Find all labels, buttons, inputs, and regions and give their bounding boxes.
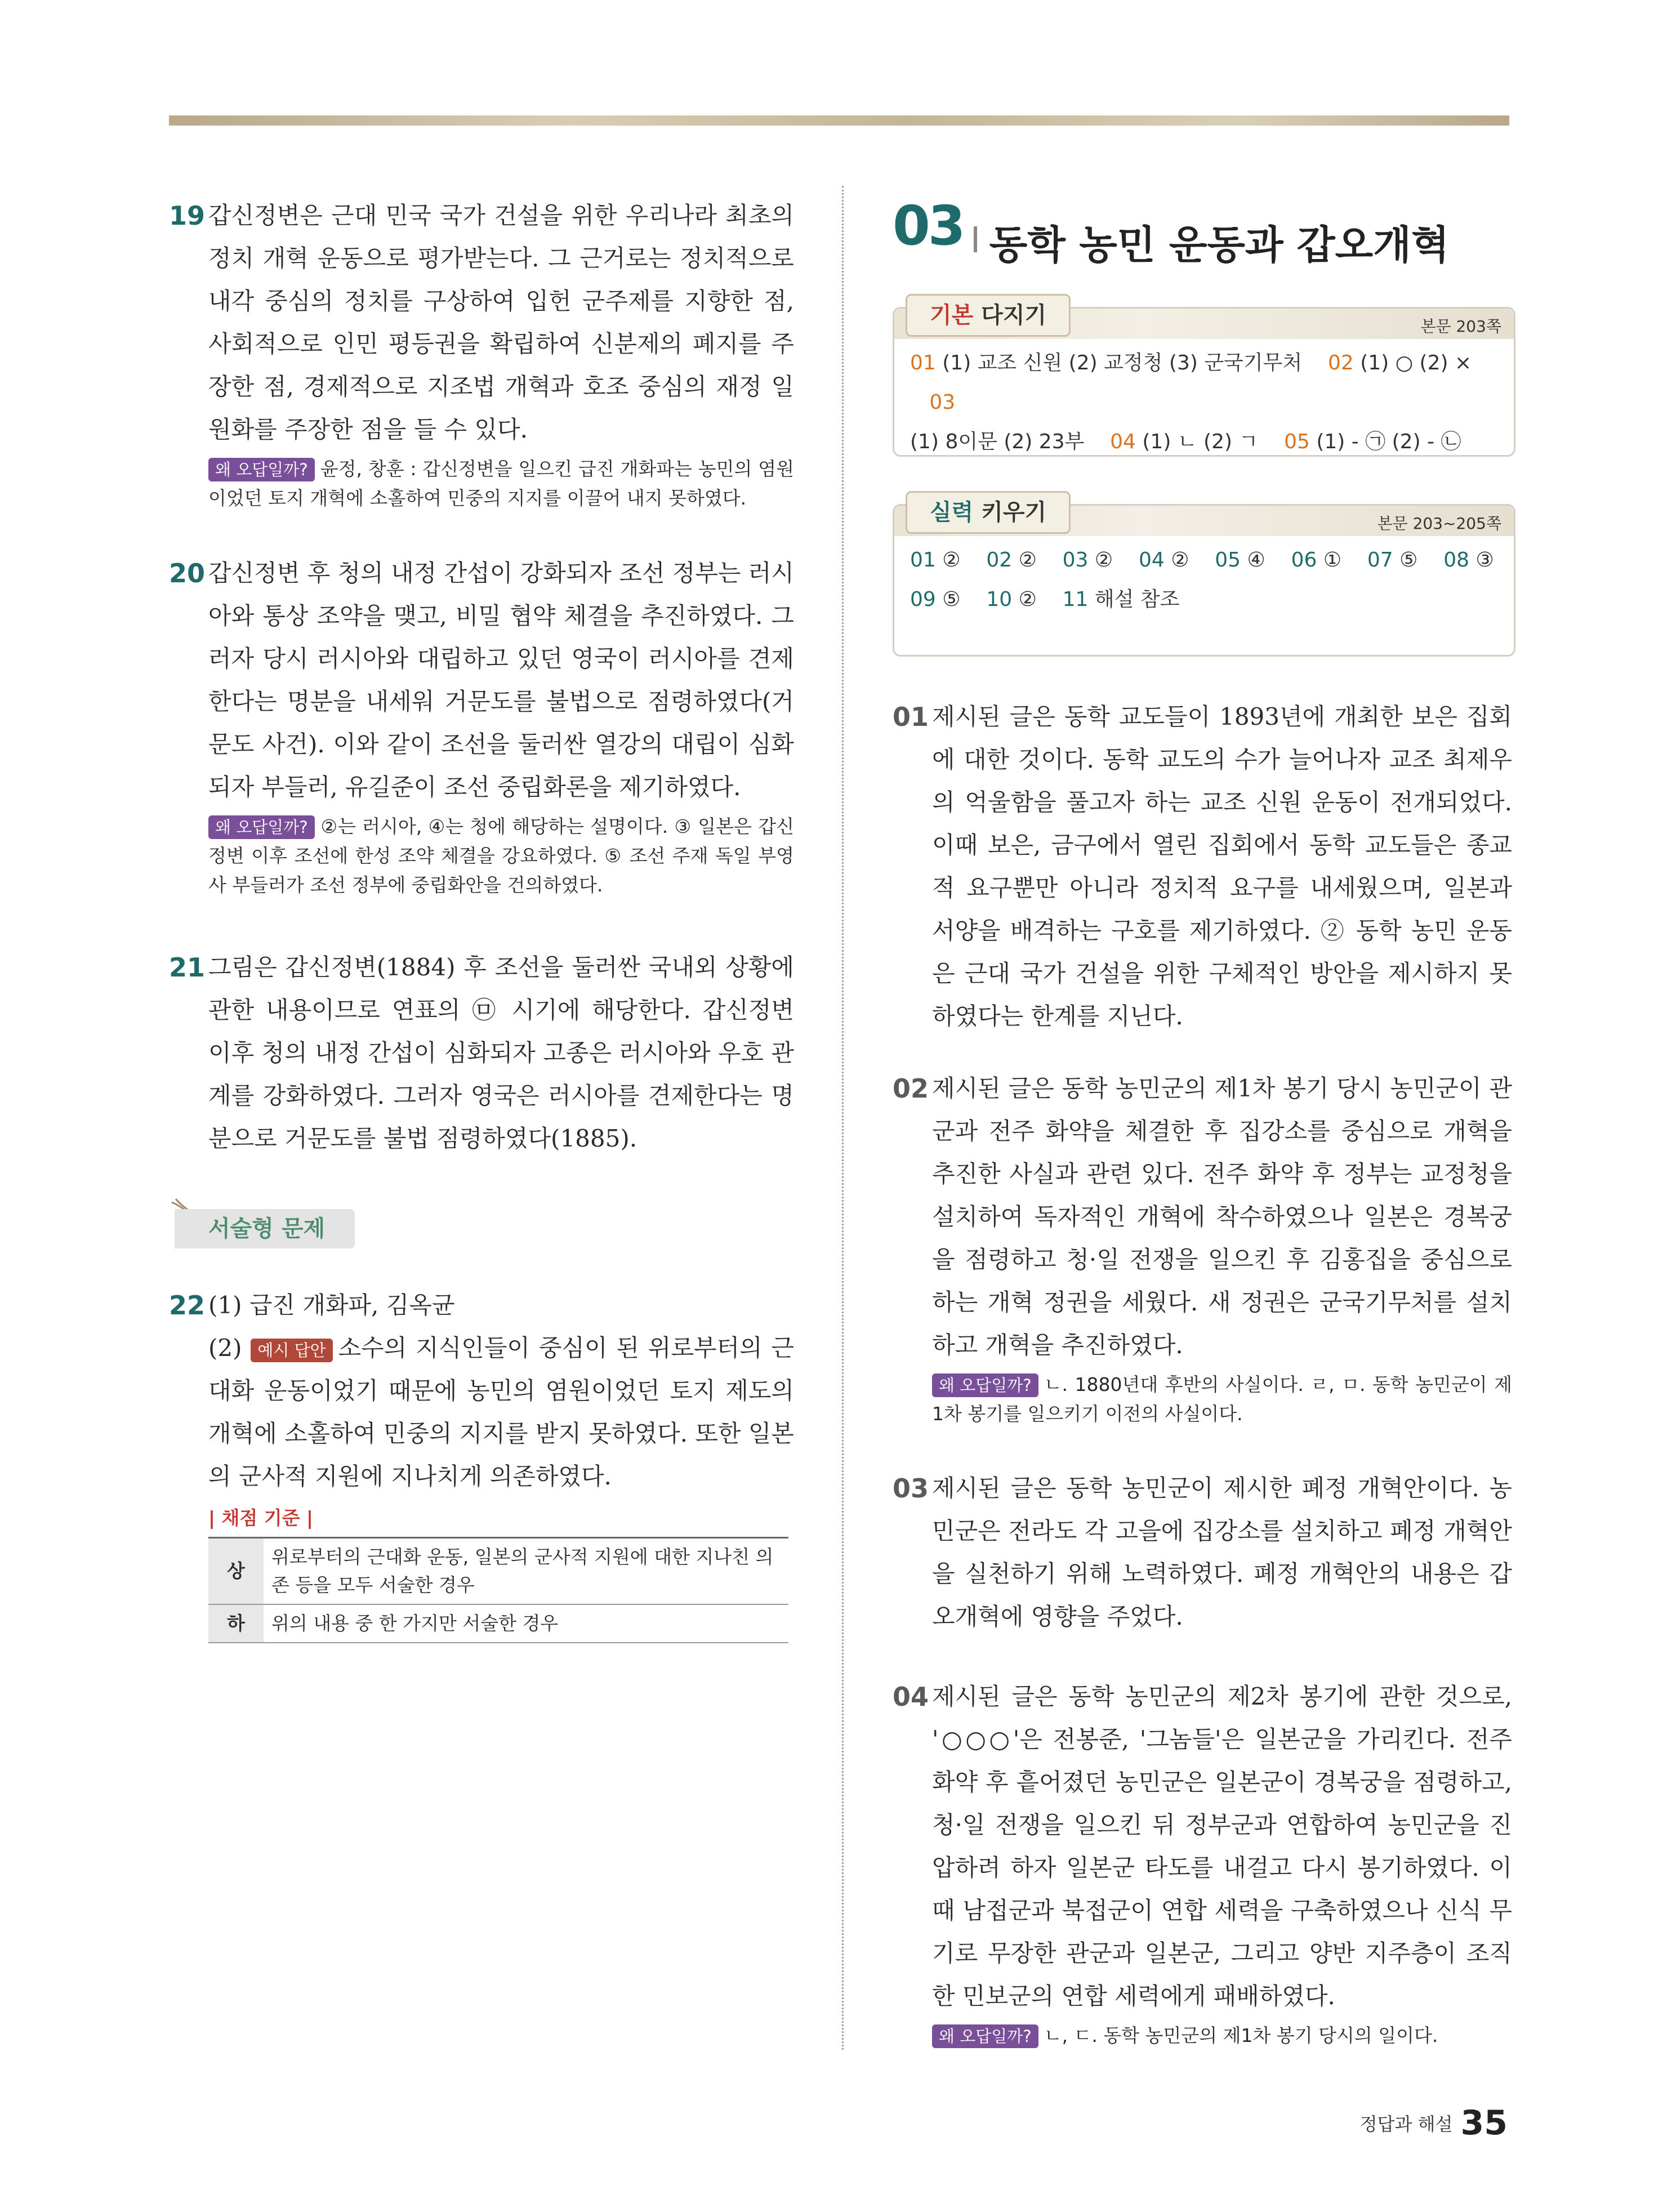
tab-highlight: 기본 (930, 302, 974, 328)
why-wrong-badge: 왜 오답일까? (932, 1373, 1038, 1397)
why-wrong-note (932, 1370, 1512, 1429)
item-answer: ② (935, 548, 961, 572)
answer-text: 제시된 글은 동학 농민군의 제1차 봉기 당시 농민군이 관군과 전주 화약을 체결한 후 집강소를 중심으로 개혁을 추진한 사실과 관련 있다. 전주 화약 후 정부는 교정청을 설치하여 독자적인 개혁에 착수하였으나 일본은 경복궁을 점령하고 청·일 전쟁을 일으킨 후 김홍집을 중심으로 하는 개혁 정권을 세웠다. 새 정권은 군국기무처를 설치하고 개혁을 추진하였다. (932, 1074, 1512, 1359)
grade-cell: 상 (208, 1538, 264, 1605)
why-wrong-text: ②는 러시아, ④는 청에 해당하는 설명이다. ③ 일본은 갑신정변 이후 조선에 한성 조약 체결을 강요하였다. ⑤ 조선 주재 독일 부영사 부들러가 조선 정부에 중립화안을 건의하였다. (208, 815, 794, 896)
scoring-criteria (208, 1504, 794, 1643)
top-decorative-bar (169, 115, 1509, 126)
answer-number: 04 (893, 1682, 929, 1712)
box-header (894, 302, 1514, 339)
question-number: 20 (169, 558, 206, 588)
answer-text: 그림은 갑신정변(1884) 후 조선을 둘러싼 국내외 상황에 관한 내용이므로 연표의 ㉤ 시기에 해당한다. 갑신정변 이후 청의 내정 간섭이 심화되자 고종은 러시아와 우호 관계를 강화하였다. 그러자 영국은 러시아를 견제한다는 명분으로 거문도를 불법 점령하였다(1885). (208, 953, 794, 1152)
skill-practice-box (893, 500, 1515, 657)
answer-text: 제시된 글은 동학 농민군이 제시한 폐정 개혁안이다. 농민군은 전라도 각 고을에 집강소를 설치하고 폐정 개혁안을 실천하기 위해 노력하였다. 폐정 개혁안의 내용은 갑오개혁에 영향을 주었다. (932, 1474, 1512, 1630)
tab-highlight: 실력 (930, 500, 974, 525)
answer-text: 제시된 글은 동학 교도들이 1893년에 개최한 보은 집회에 대한 것이다. 동학 교도의 수가 늘어나자 교조 최제우의 억울함을 풀고자 하는 교조 신원 운동이 전개되었다. 이때 보은, 금구에서 열린 집회에서 동학 교도들은 종교적 요구뿐만 아니라 정치적 요구를 내세웠으며, 일본과 서양을 배격하는 구호를 제기하였다. ② 동학 농민 운동은 근대 국가 건설을 위한 구체적인 방안을 제시하지 못하였다는 한계를 지닌다. (932, 703, 1512, 1030)
answer-02 (893, 1067, 1512, 1429)
why-wrong-badge: 왜 오답일까? (208, 458, 315, 481)
item-answer: ① (1317, 548, 1342, 572)
item-number: 02 (986, 548, 1013, 572)
practice-answers (894, 536, 1514, 628)
item-number: 10 (986, 588, 1013, 611)
item-answer: ③ (1469, 548, 1494, 572)
basic-answers (894, 339, 1514, 471)
why-wrong-text: 윤정, 창훈 : 갑신정변을 일으킨 급진 개화파는 농민의 염원이었던 토지 개혁에 소홀하여 민중의 지지를 이끌어 내지 못하였다. (208, 458, 794, 509)
question-20 (169, 552, 794, 900)
item-answer: (1) 교조 신원 (2) 교정청 (3) 군국기무처 (935, 351, 1303, 374)
box-header (894, 500, 1514, 536)
item-answer: ② (1012, 548, 1037, 572)
part-2-text: 소수의 지식인들이 중심이 된 위로부터의 근대화 운동이었기 때문에 농민의 염원이었던 토지 제도의 개혁에 소홀하여 민중의 지지를 받지 못하였다. 또한 일본의 군사적 지원에 지나치게 의존하였다. (208, 1334, 794, 1490)
why-wrong-note (208, 454, 794, 513)
answer-number: 03 (893, 1473, 929, 1504)
item-answer: (1) ○ (2) × (1353, 351, 1472, 374)
item-number: 09 (910, 588, 936, 611)
item-answer: ④ (1241, 548, 1265, 572)
item-number: 01 (910, 351, 936, 374)
item-number: 01 (910, 548, 936, 572)
section-title: 동학 농민 운동과 갑오개혁 (989, 222, 1450, 268)
page-reference: 본문 203~205쪽 (1377, 514, 1501, 533)
item-number: 05 (1284, 430, 1310, 453)
item-answer: ② (1088, 548, 1113, 572)
basic-tab (906, 294, 1071, 337)
item-number: 04 (1110, 430, 1136, 453)
why-wrong-note (932, 2021, 1512, 2050)
why-wrong-badge: 왜 오답일까? (208, 815, 315, 839)
criteria-cell: 위로부터의 근대화 운동, 일본의 군사적 지원에 대한 지나친 의존 등을 모두 서술한 경우 (264, 1538, 788, 1605)
question-number: 21 (169, 952, 206, 983)
section-header (893, 194, 1450, 268)
answer-part-2 (208, 1327, 794, 1498)
answer-01 (893, 695, 1512, 1038)
example-answer-badge: 예시 답안 (251, 1339, 332, 1362)
question-number: 22 (169, 1290, 206, 1321)
answer-text: 제시된 글은 동학 농민군의 제2차 봉기에 관한 것으로, '○○○'은 전봉준, '그놈들'은 일본군을 가리킨다. 전주 화약 후 흩어졌던 농민군은 일본군이 경복궁을 점령하고, 청·일 전쟁을 일으킨 뒤 정부군과 연합하여 농민군을 진압하려 하자 일본군 타도를 내걸고 다시 봉기하였다. 이때 남접군과 북접군이 연합 세력을 구축하였으나 신식 무기로 무장한 관군과 일본군, 그리고 양반 지주층이 조직한 민보군의 연합 세력에게 패배하였다. (932, 1683, 1512, 2010)
answer-03 (893, 1467, 1512, 1638)
basic-practice-box (893, 302, 1515, 457)
answer-04 (893, 1675, 1512, 2050)
why-wrong-text: ㄴ. 1880년대 후반의 사실이다. ㄹ, ㅁ. 동학 농민군이 제1차 봉기를 일으키기 이전의 사실이다. (932, 1373, 1512, 1425)
grade-cell: 하 (208, 1604, 264, 1643)
section-separator (974, 226, 977, 252)
answer-text: 갑신정변 후 청의 내정 간섭이 강화되자 조선 정부는 러시아와 통상 조약을 맺고, 비밀 협약 체결을 추진하였다. 그러자 당시 러시아와 대립하고 있던 영국이 러시아를 견제한다는 명분을 내세워 거문도를 불법으로 점령하였다(거문도 사건). 이와 같이 조선을 둘러싼 열강의 대립이 심화되자 부들러, 유길준이 조선 중립화론을 제기하였다. (208, 559, 794, 801)
practice-tab (906, 491, 1071, 534)
subjective-section-tag (169, 1197, 355, 1253)
question-22 (169, 1284, 794, 1643)
criteria-table (208, 1537, 788, 1643)
page-footer (1360, 2103, 1508, 2143)
item-number: 03 (929, 391, 956, 414)
answer-number: 02 (893, 1073, 929, 1104)
item-number: 06 (1291, 548, 1317, 572)
criteria-cell: 위의 내용 중 한 가지만 서술한 경우 (264, 1604, 788, 1643)
tab-rest: 다지기 (973, 302, 1047, 328)
criteria-label: | 채점 기준 | (208, 1507, 314, 1529)
answer-text: 갑신정변은 근대 민국 국가 건설을 위한 우리나라 최초의 정치 개혁 운동으로 평가받는다. 그 근거로는 정치적으로 내각 중심의 정치를 구상하여 입헌 군주제를 지향한 점, 사회적으로 인민 평등권을 확립하여 신분제의 폐지를 주장한 점, 경제적으로 지조법 개혁과 호조 중심의 재정 일원화를 주장한 점을 들 수 있다. (208, 202, 794, 443)
column-divider (842, 186, 844, 2050)
item-number: 07 (1367, 548, 1393, 572)
item-answer: (1) 8이문 (2) 23부 (910, 430, 1085, 453)
subjective-title: 서술형 문제 (208, 1216, 326, 1242)
why-wrong-text: ㄴ, ㄷ. 동학 농민군의 제1차 봉기 당시의 일이다. (1044, 2024, 1438, 2046)
answer-line (910, 580, 1498, 619)
question-19 (169, 194, 794, 513)
item-answer: 해설 참조 (1088, 588, 1180, 611)
why-wrong-badge: 왜 오답일까? (932, 2024, 1038, 2048)
item-number: 04 (1138, 548, 1165, 572)
tab-rest: 키우기 (973, 500, 1047, 525)
answer-line (910, 541, 1498, 580)
item-answer: ② (1012, 588, 1037, 611)
answer-line (910, 422, 1498, 462)
page-number: 35 (1460, 2103, 1508, 2143)
item-answer: ② (1164, 548, 1189, 572)
item-answer: (1) - ㉠ (2) - ㉡ (1309, 430, 1461, 453)
page-reference: 본문 203쪽 (1420, 317, 1501, 336)
answer-number: 01 (893, 702, 929, 732)
item-answer: ⑤ (935, 588, 961, 611)
footer-label: 정답과 해설 (1359, 2113, 1453, 2135)
item-number: 08 (1443, 548, 1469, 572)
item-number: 02 (1328, 351, 1354, 374)
part-2-prefix: (2) (208, 1334, 242, 1362)
item-number: 03 (1062, 548, 1089, 572)
section-number: 03 (893, 194, 964, 257)
item-number: 11 (1062, 588, 1089, 611)
table-row (208, 1604, 788, 1643)
item-answer: ⑤ (1393, 548, 1418, 572)
table-row (208, 1538, 788, 1605)
answer-line (910, 344, 1498, 422)
item-answer: (1) ㄴ (2) ㄱ (1135, 430, 1259, 453)
item-number: 05 (1215, 548, 1241, 572)
why-wrong-note (208, 812, 794, 900)
question-21 (169, 946, 794, 1160)
answer-part-1: (1) 급진 개화파, 김옥균 (208, 1291, 455, 1319)
question-number: 19 (169, 200, 206, 231)
